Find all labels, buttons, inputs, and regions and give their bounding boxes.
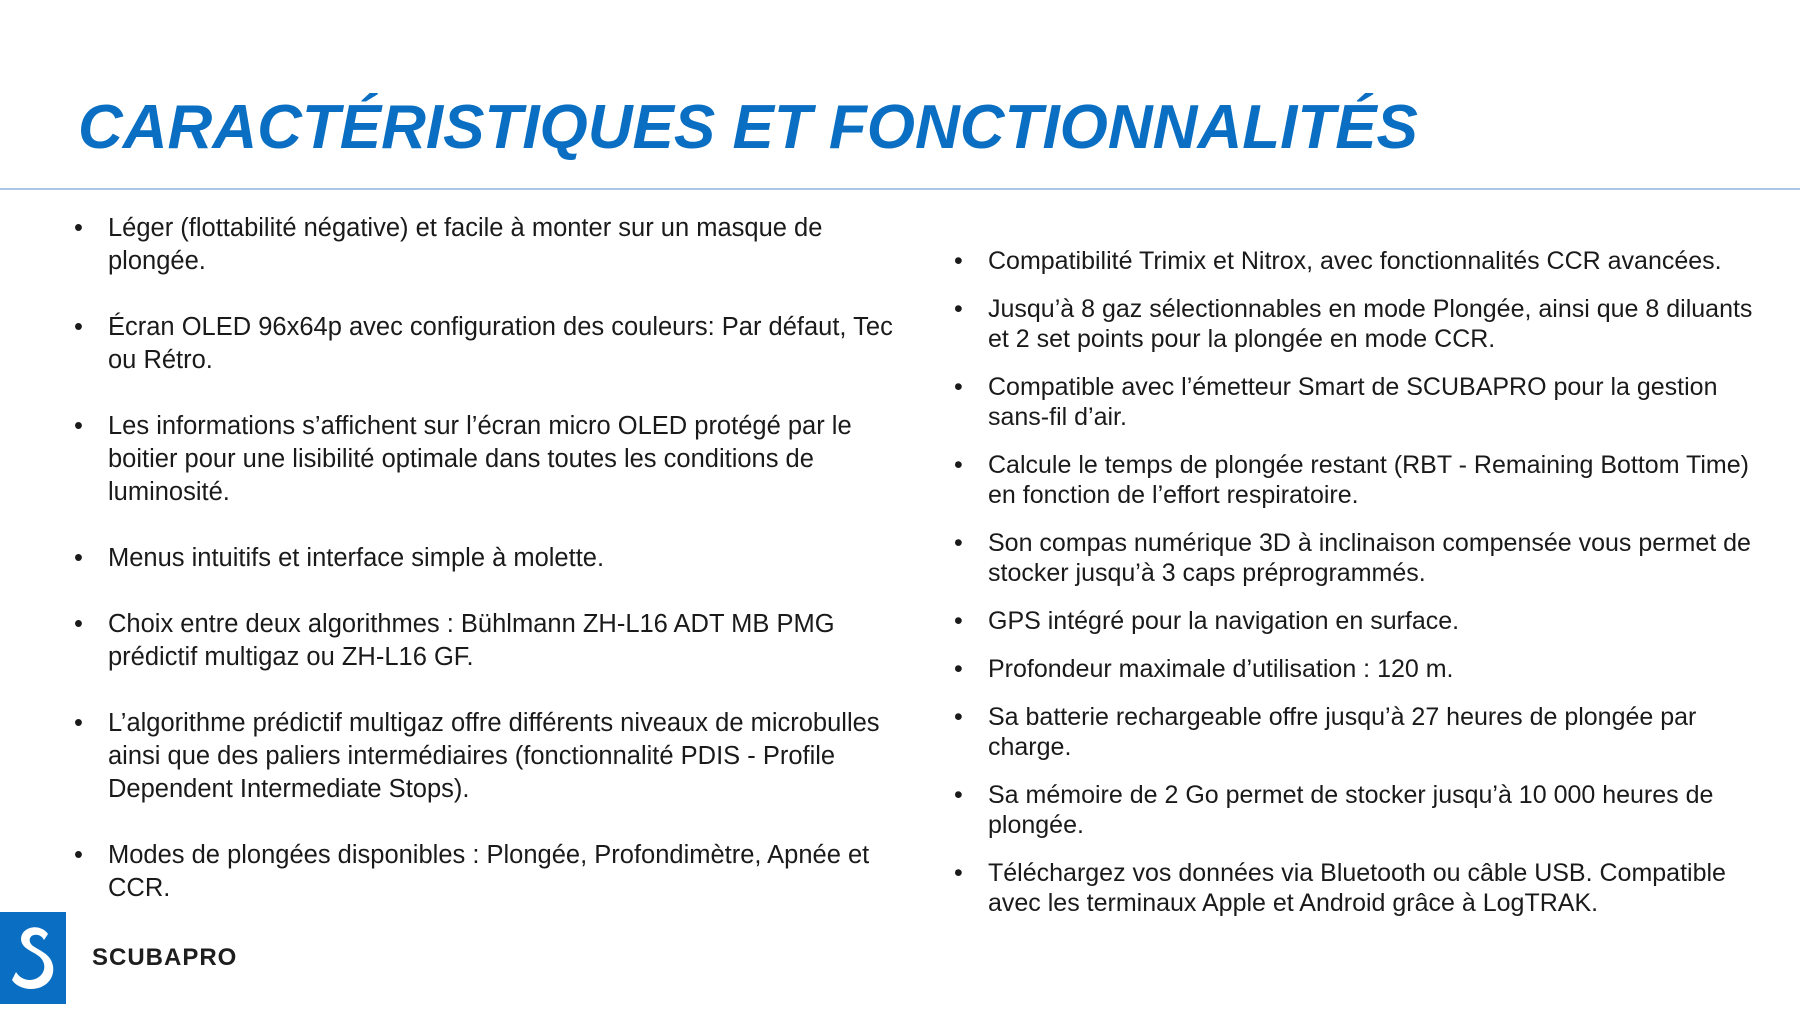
list-item: • Compatible avec l’émetteur Smart de SCUBAPRO pour la gestion sans-fil d’air. bbox=[954, 372, 1774, 432]
list-item: • Léger (flottabilité négative) et facile à monter sur un masque de plongée. bbox=[74, 212, 894, 278]
features-list-right bbox=[954, 246, 1774, 936]
scubapro-s-logo-icon bbox=[0, 912, 66, 1004]
list-item: • Choix entre deux algorithmes : Bühlmann ZH-L16 ADT MB PMG prédictif multigaz ou ZH-L16 GF. bbox=[74, 608, 894, 674]
list-item: • GPS intégré pour la navigation en surface. bbox=[954, 606, 1774, 636]
list-item: • Profondeur maximale d’utilisation : 120 m. bbox=[954, 654, 1774, 684]
page-title: CARACTÉRISTIQUES ET FONCTIONNALITÉS bbox=[78, 93, 1418, 162]
list-item: • Téléchargez vos données via Bluetooth ou câble USB. Compatible avec les terminaux Apple et Android grâce à LogTRAK. bbox=[954, 858, 1774, 918]
list-item: • Compatibilité Trimix et Nitrox, avec fonctionnalités CCR avancées. bbox=[954, 246, 1774, 276]
list-item: • Sa batterie rechargeable offre jusqu’à 27 heures de plongée par charge. bbox=[954, 702, 1774, 762]
features-list-left bbox=[74, 212, 894, 938]
list-item: • Les informations s’affichent sur l’écran micro OLED protégé par le boitier pour une lisibilité optimale dans toutes les conditions de luminosité. bbox=[74, 410, 894, 509]
brand-name: SCUBAPRO bbox=[92, 944, 238, 971]
list-item: • Jusqu’à 8 gaz sélectionnables en mode Plongée, ainsi que 8 diluants et 2 set points pour la plongée en mode CCR. bbox=[954, 294, 1774, 354]
title-divider bbox=[0, 188, 1800, 190]
list-item: • Menus intuitifs et interface simple à molette. bbox=[74, 542, 894, 575]
list-item: • Calcule le temps de plongée restant (RBT - Remaining Bottom Time) en fonction de l’effort respiratoire. bbox=[954, 450, 1774, 510]
list-item: • Modes de plongées disponibles : Plongée, Profondimètre, Apnée et CCR. bbox=[74, 839, 894, 905]
list-item: • Sa mémoire de 2 Go permet de stocker jusqu’à 10 000 heures de plongée. bbox=[954, 780, 1774, 840]
list-item: • Son compas numérique 3D à inclinaison compensée vous permet de stocker jusqu’à 3 caps préprogrammés. bbox=[954, 528, 1774, 588]
list-item: • Écran OLED 96x64p avec configuration des couleurs: Par défaut, Tec ou Rétro. bbox=[74, 311, 894, 377]
list-item: • L’algorithme prédictif multigaz offre différents niveaux de microbulles ainsi que des paliers intermédiaires (fonctionnalité PDIS - Profile Dependent Intermediate Stops). bbox=[74, 707, 894, 806]
